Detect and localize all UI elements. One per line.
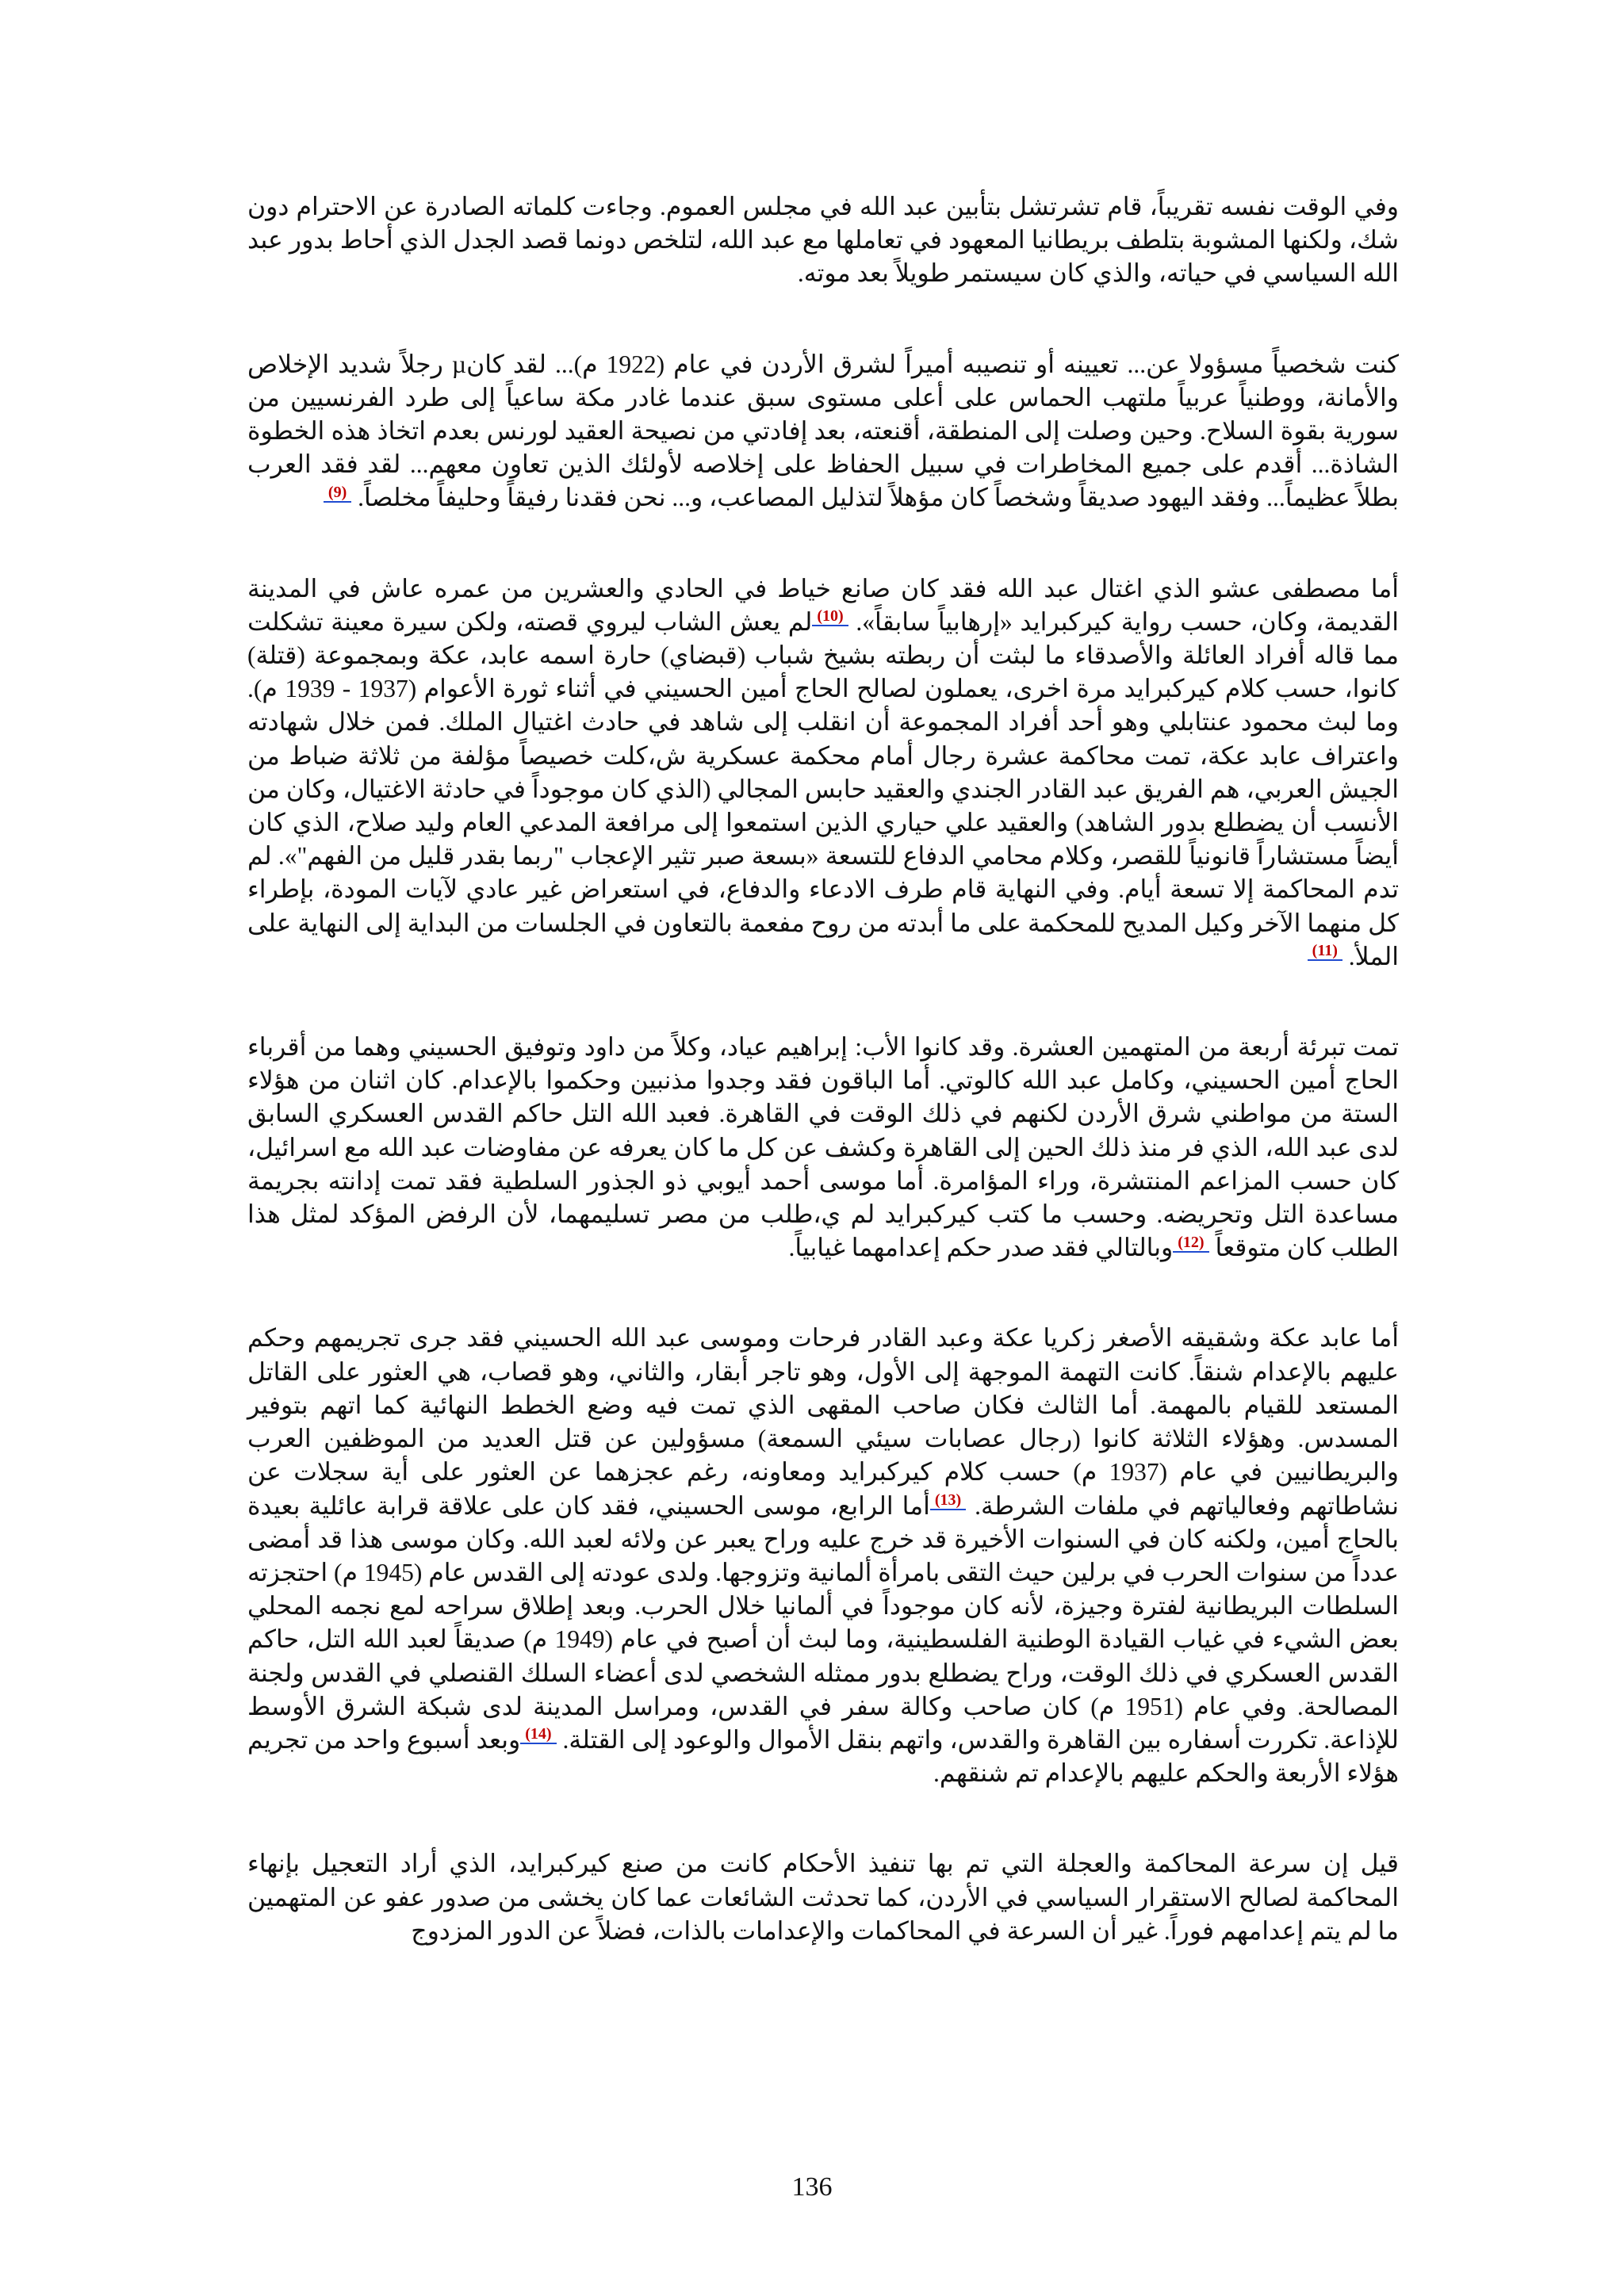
paragraph-text: قيل إن سرعة المحاكمة والعجلة التي تم بها تنفيذ الأحكام كانت من صنع كيركبرايد، الذي أراد التعجيل بإنهاء المحاكمة لصالح الاستقرار السياسي في الأردن، كما تحدثت الشائعات عما كان يخشى من صدور عفو عن المتهمين ما لم يتم إعدامهم فوراً. غير أن السرعة في المحاكمات والإعدامات بالذات، فضلاً عن الدور المزدوج [247, 1850, 1399, 1945]
footnote-link-9[interactable]: (9) [324, 484, 351, 503]
footnote-link-13[interactable]: (13) [930, 1491, 966, 1510]
paragraph-4 [247, 1031, 1399, 1265]
paragraph-5 [247, 1322, 1399, 1790]
paragraph-text: وبعد أسبوع واحد من تجريم هؤلاء الأربعة والحكم عليهم بالإعدام تم شنقهم. [247, 1725, 1399, 1788]
footnote-link-12[interactable]: (12) [1173, 1234, 1208, 1253]
paragraph-text: تمت تبرئة أربعة من المتهمين العشرة. وقد كانوا الأب: إبراهيم عياد، وكلاً من داود وتوفيق الحسيني وهما من أقرباء الحاج أمين الحسيني، وكامل عبد الله كالوتي. أما الباقون فقد وجدوا مذنبين وحكموا بالإعدام. كان اثنان من هؤلاء الستة من مواطني شرق الأردن لكنهم في ذلك الوقت في القاهرة. فعبد الله التل حاكم القدس العسكري السابق لدى عبد الله، الذي فر منذ ذلك الحين إلى القاهرة وكشف عن كل ما كان يعرفه عن مفاوضات عبد الله مع اسرائيل، كان حسب المزاعم المنتشرة، وراء المؤامرة. أما موسى أحمد أيوبي ذو الجذور السلطية فقد تمت إدانته بجريمة مساعدة التل وتحريضه. وحسب ما كتب كيركبرايد لم ي،طلب من مصر تسليمهما، لأن الرفض المؤكد لمثل هذا الطلب كان متوقعاً [247, 1033, 1399, 1262]
paragraph-text: أما الرابع، موسى الحسيني، فقد كان على علاقة قرابة عائلية بعيدة بالحاج أمين، ولكنه كان في السنوات الأخيرة قد خرج عليه وراح يعبر عن ولائه لعبد الله. وكان موسى هذا قد أمضى عدداً من سنوات الحرب في برلين حيث التقى بامرأة ألمانية وتزوجها. ولدى عودته إلى القدس عام (1945 م) احتجزته السلطات البريطانية لفترة وجيزة، لأنه كان موجوداً في ألمانيا خلال الحرب. وبعد إطلاق سراحه لمع نجمه المحلي بعض الشيء في غياب القيادة الوطنية الفلسطينية، وما لبث أن أصبح في عام (1949 م) صديقاً لعبد الله التل، حاكم القدس العسكري في ذلك الوقت، وراح يضطلع بدور ممثله الشخصي لدى أعضاء السلك القنصلي في القدس ولجنة المصالحة. وفي عام (1951 م) كان صاحب وكالة سفر في القدس، ومراسل المدينة لدى شبكة الشرق الأوسط للإذاعة. تكررت أسفاره بين القاهرة والقدس، واتهم بنقل الأموال والوعود إلى القتلة. [247, 1491, 1399, 1754]
paragraph-text: كنت شخصياً مسؤولا عن... تعيينه أو تنصيبه أميراً لشرق الأردن في عام (1922 م)... لقد كانµ رجلاً شديد الإخلاص والأمانة، ووطنياً عربياً ملتهب الحماس على أعلى مستوى سبق عندما غادر مكة ساعياً إلى طرد الفرنسيين من سورية بقوة السلاح. وحين وصلت إلى المنطقة، أقنعته، بعد إفادتي من نصيحة العقيد لورنس بعدم اتخاذ هذه الخطوة الشاذة... أقدم على جميع المخاطرات في سبيل الحفاظ على إخلاصه لأولئك الذين تعاون معهم... لقد فقد العرب بطلاً عظيماً... وفقد اليهود صديقاً وشخصاً كان مؤهلاً لتذليل المصاعب، و... نحن فقدنا رفيقاً وحليفاً مخلصاً. [247, 350, 1399, 512]
paragraph-text: وبالتالي فقد صدر حكم إعدامهما غيابياً. [788, 1234, 1174, 1262]
paragraph-1 [247, 190, 1399, 291]
footnote-link-11[interactable]: (11) [1308, 942, 1342, 961]
paragraph-2-quote [247, 348, 1399, 515]
page-number: 136 [791, 2172, 833, 2202]
paragraph-text: أما عابد عكة وشقيقه الأصغر زكريا عكة وعبد القادر فرحات وموسى عبد الله الحسيني فقد جرى تجريمهم وحكم عليهم بالإعدام شنقاً. كانت التهمة الموجهة إلى الأول، وهو تاجر أبقار، والثاني، وهو قصاب، هي العثور على القاتل المستعد للقيام بالمهمة. أما الثالث فكان صاحب المقهى الذي تمت فيه وضع الخطط النهائية كما اتهم بتوفير المسدس. وهؤلاء الثلاثة كانوا (رجال عصابات سيئي السمعة) مسؤولين عن قتل العديد من الموظفين العرب والبريطانيين في عام (1937 م) حسب كلام كيركبرايد ومعاونه، رغم عجزهما عن العثور على أية سجلات عن نشاطاتهم وفعالياتهم في ملفات الشرطة. [247, 1324, 1399, 1520]
document-body [247, 190, 1399, 1948]
paragraph-text: وفي الوقت نفسه تقريباً، قام تشرتشل بتأبين عبد الله في مجلس العموم. وجاءت كلماته الصادرة عن الاحترام دون شك، ولكنها المشوبة بتلطف بريطانيا المعهود في تعاملها مع عبد الله، لتلخص دونما قصد الجدل الذي أحاط بدور عبد الله السياسي في حياته، والذي كان سيستمر طويلاً بعد موته. [247, 193, 1399, 288]
footnote-link-10[interactable]: (10) [812, 607, 848, 626]
paragraph-3 [247, 572, 1399, 974]
paragraph-6 [247, 1847, 1399, 1948]
paragraph-text: لم يعش الشاب ليروي قصته، ولكن سيرة معينة تشكلت مما قاله أفراد العائلة والأصدقاء ما لبثت أن ربطته بشيخ شباب (قبضاي) حارة اسمه عابد، عكة وبمجموعة (قتلة) كانوا، حسب كلام كيركبرايد مرة اخرى، يعملون لصالح الحاج أمين الحسيني في أثناء ثورة الأعوام (1937 - 1939 م). وما لبث محمود عنتابلي وهو أحد أفراد المجموعة أن انقلب إلى شاهد في حادث اغتيال الملك. فمن خلال شهادته واعتراف عابد عكة، تمت محاكمة عشرة رجال أمام محكمة عسكرية ش،كلت خصيصاً مؤلفة من ثلاثة ضباط من الجيش العربي، هم الفريق عبد القادر الجندي والعقيد حابس المجالي (الذي كان موجوداً في حادثة الاغتيال، وكان من الأنسب أن يضطلع بدور الشاهد) والعقيد علي حياري الذين استمعوا إلى مرافعة المدعي العام وليد صلاح، الذي كان أيضاً مستشاراً قانونياً للقصر، وكلام محامي الدفاع للتسعة «بسعة صبر تثير الإعجاب "ربما بقدر قليل من الفهم"». لم تدم المحاكمة إلا تسعة أيام. وفي النهاية قام طرف الادعاء والدفاع، في استعراض غير عادي لآيات المودة، بإطراء كل منهما الآخر وكيل المديح للمحكمة على ما أبدته من روح مفعمة بالتعاون في الجلسات من البداية إلى النهاية على الملأ. [247, 607, 1400, 970]
paragraph-text: أما مصطفى عشو الذي اغتال عبد الله فقد كان صانع خياط في الحادي والعشرين من عمره عاش في المدينة القديمة، وكان، حسب رواية كيركبرايد «إرهابياً سابقاً». [247, 574, 1399, 636]
footnote-link-14[interactable]: (14) [520, 1725, 556, 1744]
